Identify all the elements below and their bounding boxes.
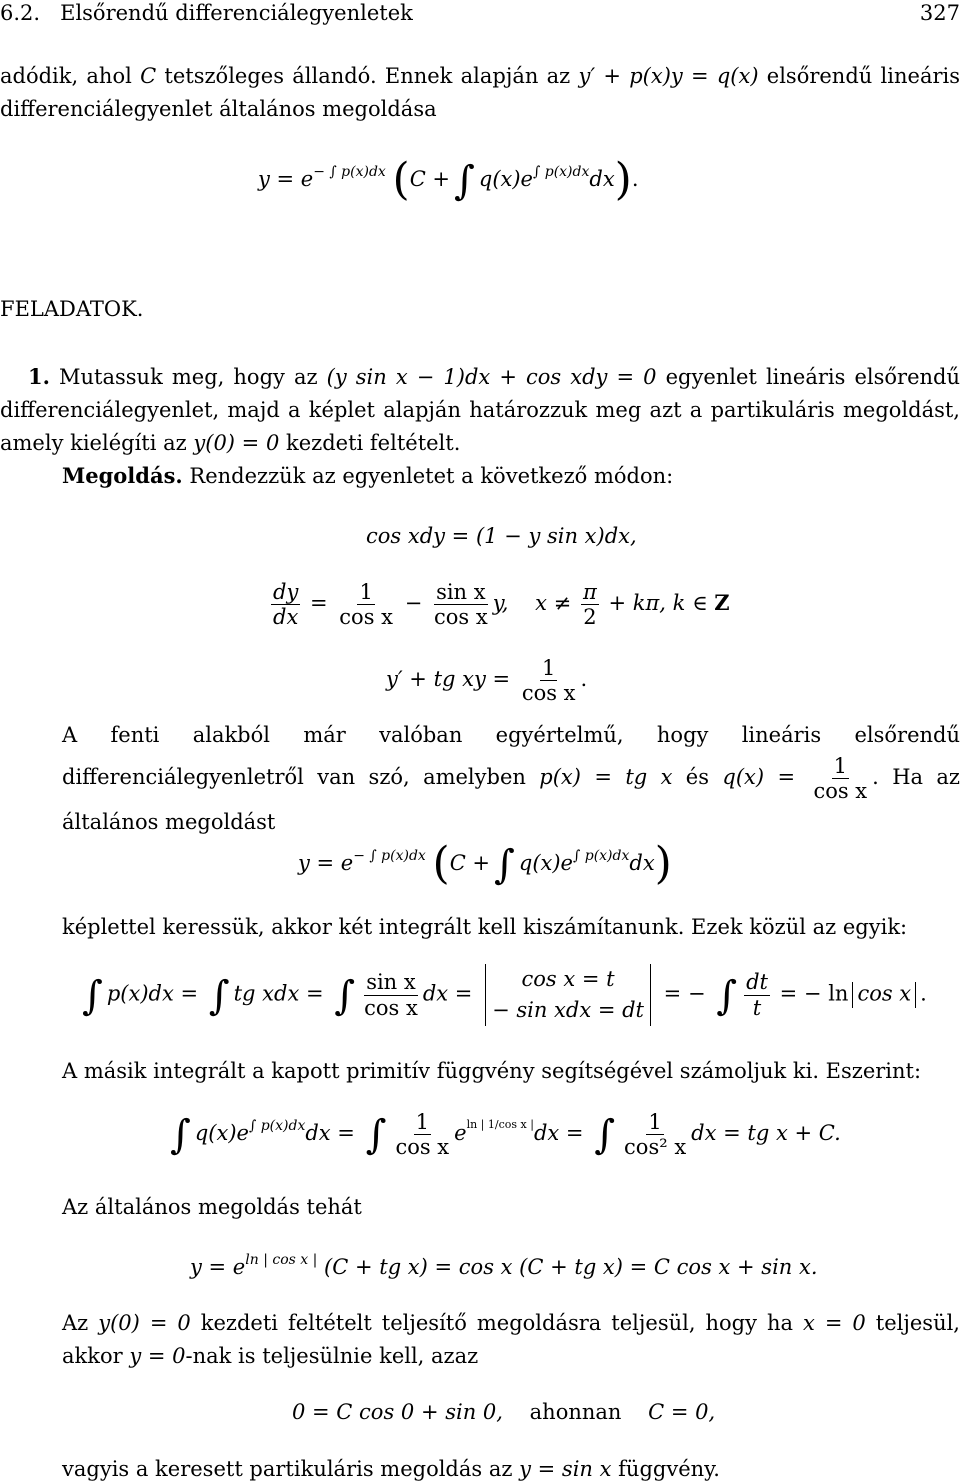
eqE-one-small: 1	[487, 1118, 495, 1132]
intro-text-c: elsőrendű lineáris differenciálegyenlet általános megoldása	[0, 64, 960, 121]
formula2-lhs: y = e	[298, 851, 354, 875]
eqE-cos2x: cos² x	[624, 1135, 687, 1160]
eqB-x: x	[535, 591, 547, 616]
eqD-eq: = −	[663, 981, 706, 1006]
paragraph-linear-explanation	[62, 716, 960, 841]
formula1-integral-sign: ∫	[454, 158, 475, 204]
eqD-bar-right	[650, 964, 651, 1026]
eqE-frac-1	[393, 1110, 451, 1159]
frac-dy: dy	[273, 580, 299, 604]
eqE-e: e	[454, 1121, 467, 1146]
formula1-exponent: − ∫ p(x)dx	[313, 164, 386, 180]
eqD-t: t	[752, 995, 762, 1020]
eqC-one: 1	[541, 656, 556, 680]
para6-text-c: teljesül, akkor	[62, 1311, 960, 1368]
solution-text: Rendezzük az egyenletet a következő módon:	[182, 464, 674, 488]
intro-text-b: tetszőleges állandó. Ennek alapján az	[156, 64, 579, 88]
exercises-heading: FELADATOK.	[0, 297, 144, 321]
problem-number: 1.	[28, 364, 50, 389]
formula1-dx: dx	[589, 167, 615, 191]
formula2-integral-sign: ∫	[494, 842, 515, 888]
formula2-integrand: q(x)e	[518, 851, 573, 875]
eqD-abs-right	[915, 982, 916, 1008]
eqD-abs-left	[852, 982, 853, 1008]
eqF-rhs: (C + tg x) = cos x (C + tg x) = C cos x + sin x.	[324, 1255, 818, 1279]
eqB-k: k	[672, 591, 686, 616]
eqE-frac-2	[622, 1110, 688, 1159]
eqE-dx2: dx =	[533, 1121, 584, 1146]
problem-initial-condition: y(0) = 0	[193, 431, 280, 455]
eqF-exp-ln: ln	[245, 1252, 259, 1268]
eqB-in: ∈	[692, 591, 708, 616]
section-number: 6.2.	[0, 1, 41, 25]
eqG-mid: ahonnan	[529, 1400, 622, 1424]
formula2-lparen: (	[432, 838, 450, 889]
intro-text-a: adódik, ahol	[0, 64, 141, 88]
formula1-integrand: q(x)e	[478, 167, 533, 191]
eqD-int2: ∫	[208, 972, 230, 1019]
eqG-right: C = 0,	[648, 1400, 716, 1424]
formula-general-solution-1	[258, 152, 639, 207]
eqD-cosx2: cos x	[857, 981, 912, 1006]
eqD-dx: dx =	[422, 981, 473, 1006]
formula2-dx: dx	[629, 851, 655, 875]
formula1-exponent2: ∫ p(x)dx	[532, 164, 590, 180]
paragraph-initial-condition	[62, 1307, 960, 1373]
formula2-exponent2: ∫ p(x)dx	[572, 848, 630, 864]
eqC-frac	[520, 656, 578, 705]
page-number: 327	[919, 1, 960, 25]
eqB-integers: Z	[714, 590, 730, 616]
eqD-sinx: sin x	[366, 970, 416, 995]
para6-eq3: y = 0	[129, 1344, 186, 1368]
eqD-end: .	[920, 981, 927, 1006]
frac-pi-2	[581, 580, 599, 629]
equation-general-solution	[190, 1252, 818, 1280]
header-section	[0, 0, 413, 26]
eqE-res: dx = tg x + C.	[691, 1121, 841, 1146]
formula1-lhs: y = e	[258, 167, 314, 191]
paragraph-general-solution: Az általános megoldás tehát	[62, 1195, 362, 1219]
eqD-sub2: − sin xdx = dt	[492, 998, 644, 1022]
eqB-y: y,	[492, 591, 509, 616]
problem-text-c: kezdeti feltételt.	[279, 431, 461, 455]
formula1-c-plus: C +	[409, 167, 451, 191]
equation-integral-p	[78, 964, 927, 1026]
eqD-bar-left	[485, 964, 486, 1026]
problem-paragraph	[0, 360, 960, 460]
equation-integral-q	[166, 1110, 841, 1160]
problem-equation: (y sin x − 1)dx + cos xdy = 0	[326, 365, 657, 389]
para6-text-b: kezdeti feltételt teljesítő megoldásra teljesül, hogy ha	[190, 1311, 803, 1335]
para2-q: q(x) =	[722, 765, 796, 790]
para2-frac	[811, 754, 869, 803]
eqD-int4: ∫	[716, 972, 738, 1019]
frac-one: 1	[359, 580, 373, 604]
eqD-frac-dt	[744, 970, 770, 1019]
eqC-lhs: y′ + tg xy =	[386, 667, 511, 692]
eqE-lhs: q(x)e	[194, 1121, 249, 1146]
equation-dydx	[268, 580, 730, 629]
problem-text-a: Mutassuk meg, hogy az	[49, 365, 327, 389]
para6-text-a: Az	[62, 1311, 99, 1335]
formula2-rparen: )	[654, 838, 672, 889]
eqF-lhs: y = e	[190, 1255, 246, 1279]
formula2-exponent: − ∫ p(x)dx	[353, 848, 426, 864]
eqD-int3: ∫	[334, 972, 356, 1019]
frac-dydx	[271, 580, 300, 629]
frac-cosx: cos x	[339, 605, 393, 630]
solution-line	[62, 463, 673, 489]
eqF-exp-cos: cos x	[272, 1252, 309, 1268]
para7-eq: y = sin x	[519, 1457, 612, 1481]
eqD-dt: dt	[746, 970, 768, 995]
para6-eq1: y(0) = 0	[98, 1311, 191, 1335]
frac-cosx2: cos x	[433, 605, 488, 630]
para7-text-a: vagyis a keresett partikuláris megoldás az	[62, 1457, 520, 1481]
formula1-end: .	[631, 167, 639, 191]
eqD-substitution	[492, 964, 644, 1026]
eqE-cosx-small: cos x	[498, 1118, 527, 1132]
para2-text-a: A fenti alakból már valóban egyértelmű, hogy lineáris elsőrendű differenciálegyenletről van szó, amelyben	[62, 723, 960, 790]
equation-linear-form	[386, 656, 587, 705]
para7-text-b: függvény.	[611, 1457, 720, 1481]
eqE-int1: ∫	[170, 1112, 191, 1159]
eqE-one2: 1	[648, 1110, 662, 1134]
eqE-ln: ln	[466, 1118, 478, 1132]
frac-1-cosx	[337, 580, 395, 629]
para2-text-c: . Ha az általános megoldást	[62, 765, 960, 835]
para2-p: p(x) = tg x	[539, 765, 673, 790]
eqE-exponent: ln | 1/cos x |	[466, 1118, 534, 1132]
intro-C: C	[140, 64, 157, 88]
eqE-cosx: cos x	[395, 1135, 450, 1160]
solution-label: Megoldás.	[62, 463, 183, 488]
intro-paragraph	[0, 60, 960, 126]
eqE-one: 1	[415, 1110, 429, 1134]
eqE-int3: ∫	[594, 1112, 616, 1159]
eqC-cosx: cos x	[521, 681, 576, 706]
eqG-left: 0 = C cos 0 + sin 0,	[292, 1400, 503, 1424]
para6-eq2: x = 0	[803, 1311, 866, 1335]
eqB-kpi: + kπ,	[608, 591, 666, 616]
para6-text-d: -nak is teljesülnie kell, azaz	[185, 1344, 479, 1368]
eqD-sub1: cos x = t	[521, 967, 615, 991]
frac-dx: dx	[273, 605, 299, 630]
eqB-equals: =	[310, 591, 328, 616]
eqF-exponent: ln | cos x |	[245, 1252, 318, 1268]
intro-equation: y′ + p(x)y = q(x)	[578, 64, 759, 88]
formula-general-solution-2	[298, 836, 672, 891]
equation-constant	[292, 1399, 715, 1425]
eqD-cosx: cos x	[364, 995, 418, 1020]
formula2-c-plus: C +	[449, 851, 491, 875]
formula1-rparen: )	[614, 154, 632, 205]
eqC-end: .	[580, 667, 588, 692]
eqE-exp: ∫ p(x)dx	[248, 1118, 306, 1135]
eqE-int2: ∫	[365, 1112, 387, 1159]
equation-rearranged: cos xdy = (1 − y sin x)dx,	[366, 524, 637, 548]
eqD-int1: ∫	[82, 972, 103, 1019]
eqD-frac-tan	[362, 970, 420, 1019]
paragraph-other-integral: A másik integrált a kapott primitív függvény segítségével számoljuk ki. Eszerint:	[62, 1059, 922, 1083]
frac-sinx-cosx	[432, 580, 490, 629]
eqD-p2: tg xdx =	[233, 981, 324, 1006]
frac-pi: π	[582, 580, 597, 604]
eqB-minus: −	[404, 591, 423, 616]
frac-sinx: sin x	[436, 580, 486, 604]
para2-text-b: és	[672, 765, 723, 790]
section-title: Elsőrendű differenciálegyenletek	[60, 1, 413, 25]
eqD-res: = − ln	[779, 981, 849, 1006]
paragraph-two-integrals: képlettel keressük, akkor két integrált kell kiszámítanunk. Ezek közül az egyik:	[62, 915, 908, 939]
eqD-p1: p(x)dx =	[106, 981, 199, 1006]
eqB-neq: ≠	[553, 591, 572, 616]
eqE-dx: dx =	[305, 1121, 355, 1146]
para2-cosx: cos x	[813, 779, 868, 804]
paragraph-conclusion	[62, 1456, 720, 1482]
para2-one: 1	[833, 754, 847, 778]
formula1-lparen: (	[392, 154, 410, 205]
problem-text-b: egyenlet lineáris elsőrendű differenciálegyenlet, majd a képlet alapján határozzuk meg azt a partikuláris megoldást, amely kielégíti az	[0, 365, 960, 455]
frac-two: 2	[583, 605, 597, 630]
